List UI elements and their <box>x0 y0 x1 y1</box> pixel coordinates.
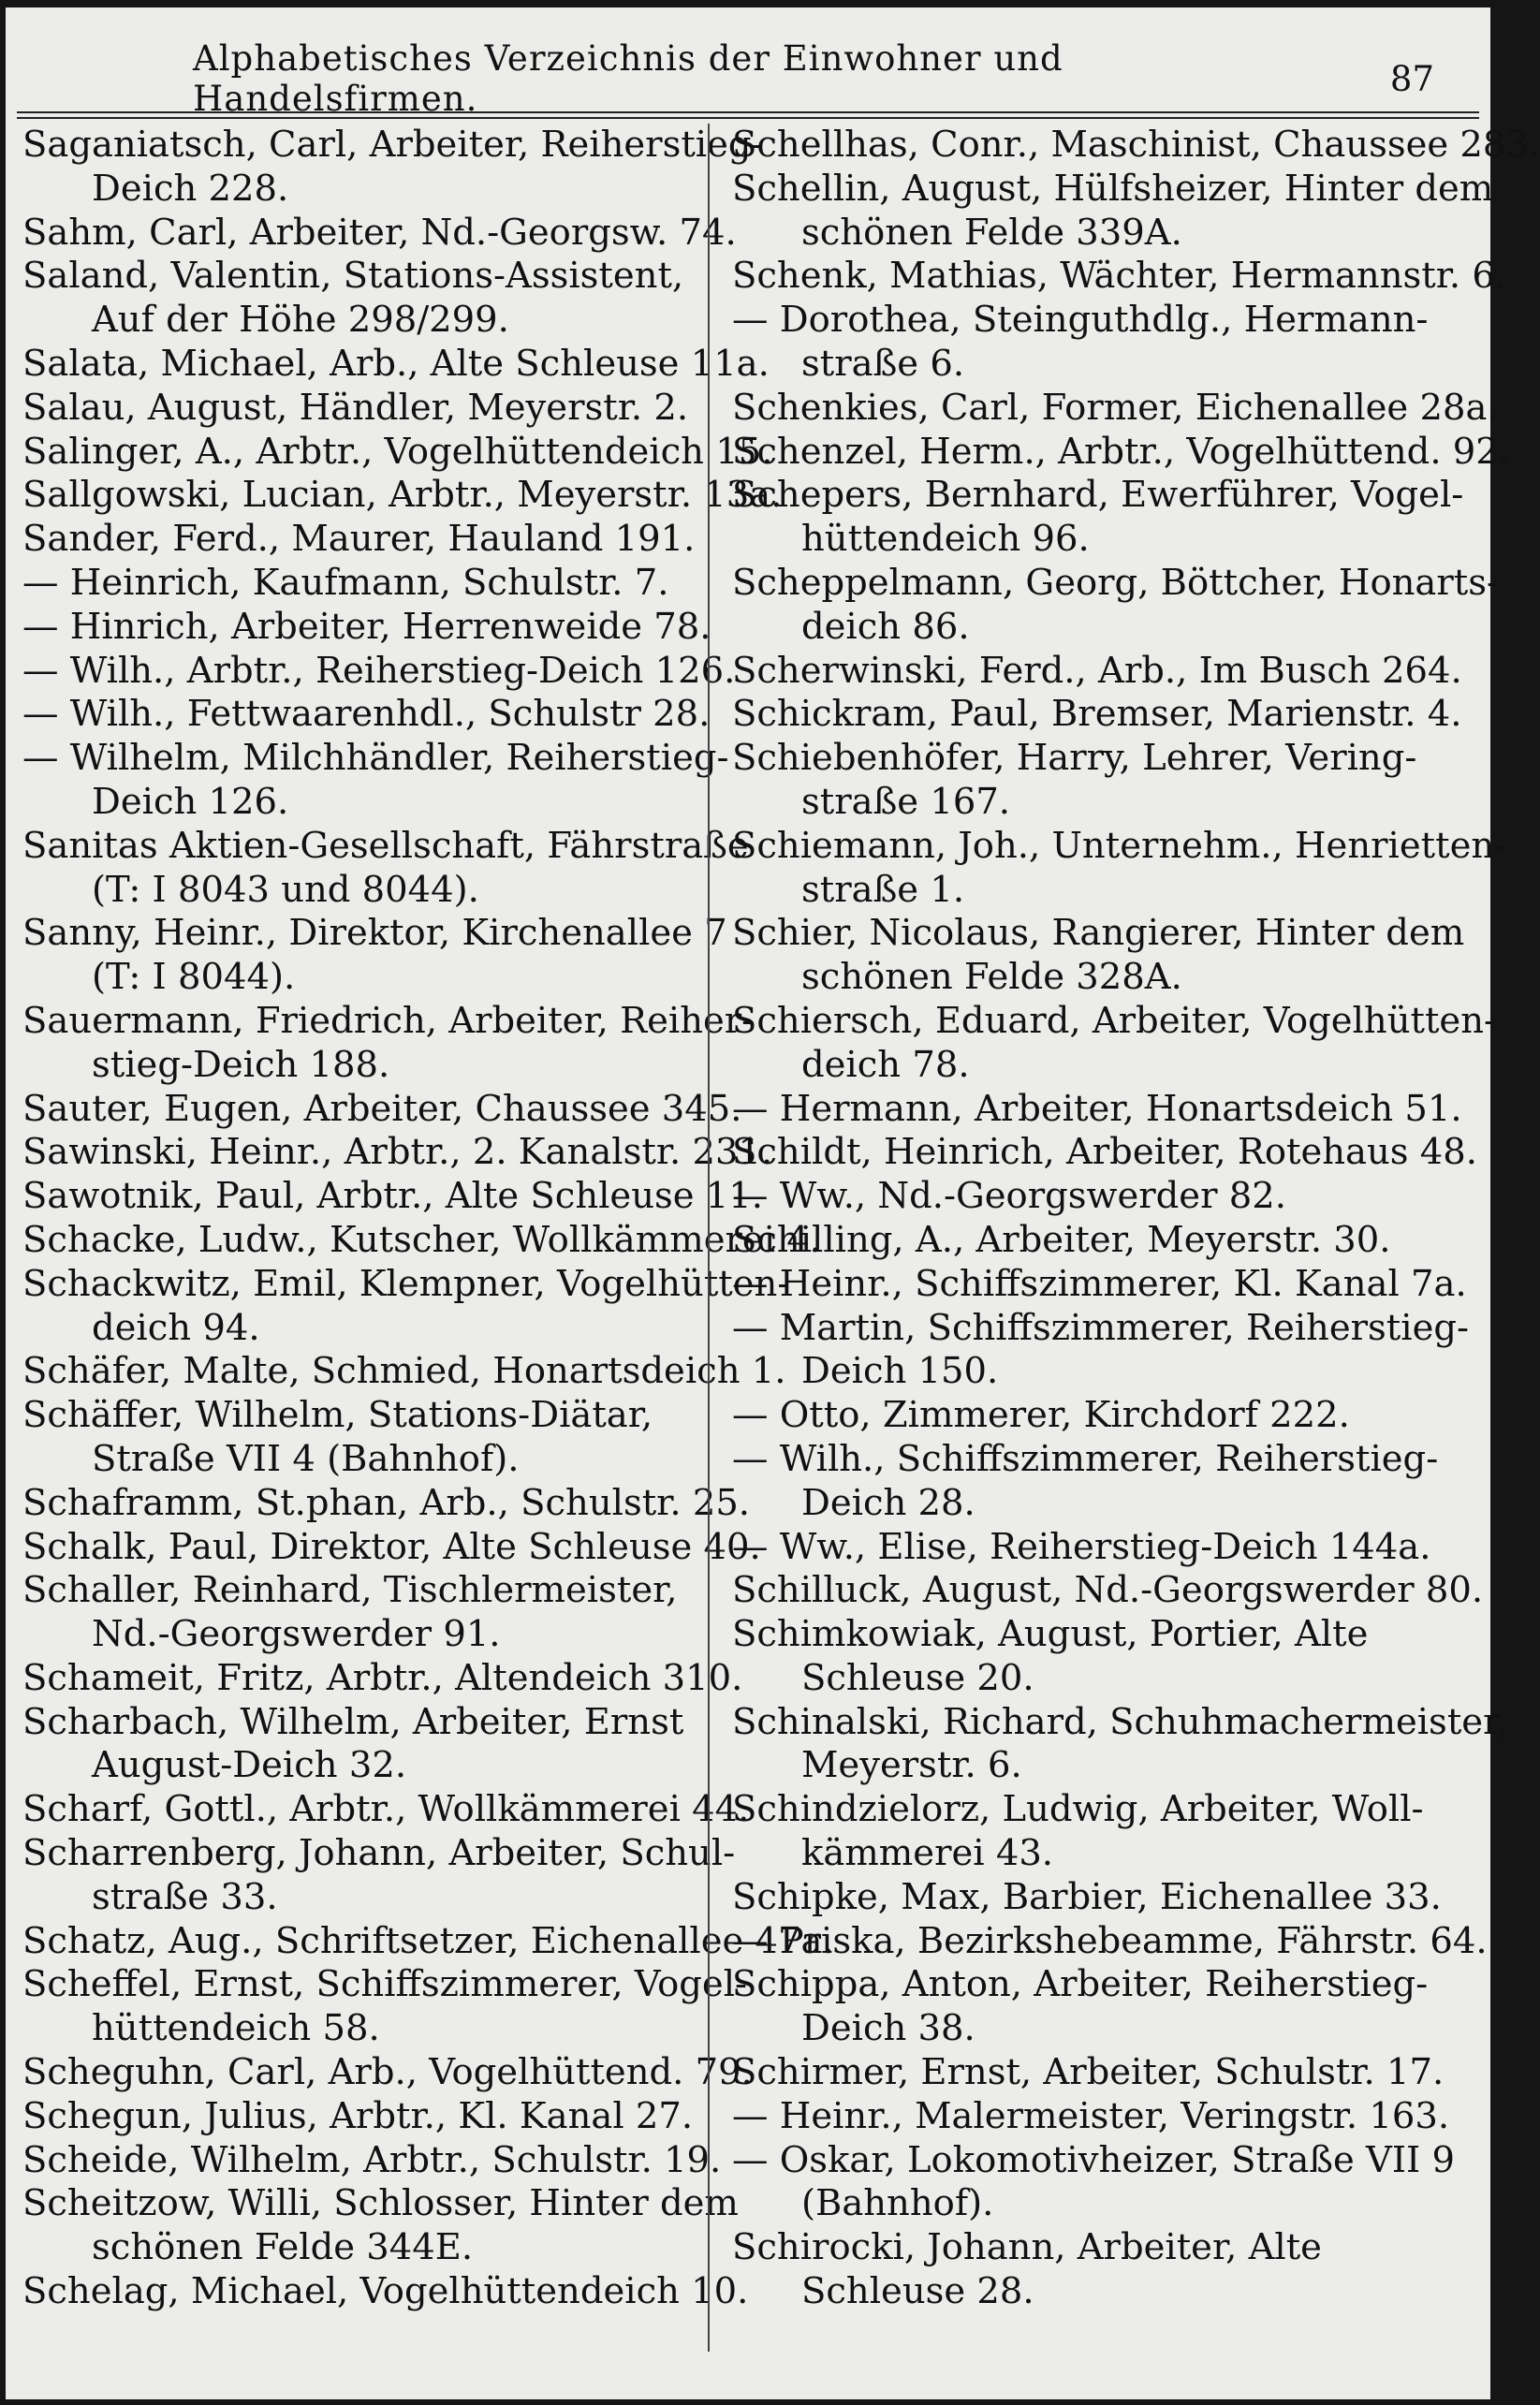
directory-entry <box>732 2138 1455 2227</box>
entry-line: Saganiatsch, Carl, Arbeiter, Reiherstieg- <box>22 124 764 166</box>
entry-line: Saland, Valentin, Stations-Assistent, <box>22 255 684 298</box>
entry-line: Schacke, Ludw., Kutscher, Wollkämmerei 4. <box>22 1218 821 1261</box>
entry-continuation-line: Deich 150. <box>801 1350 999 1393</box>
entry-line: — Oskar, Lokomotivheizer, Straße VII 9 <box>732 2138 1455 2181</box>
directory-entry <box>732 474 1464 562</box>
entry-line: — Priska, Bezirkshebeamme, Fährstr. 64. <box>732 1919 1488 1962</box>
entry-line: — Wilh., Schiffszimmerer, Reiherstieg- <box>732 1437 1439 1480</box>
entry-line: Schipke, Max, Barbier, Eichenallee 33. <box>732 1875 1442 1918</box>
directory-entry <box>22 1569 702 1657</box>
entry-line: Scheide, Wilhelm, Arbtr., Schulstr. 19. <box>22 2138 722 2181</box>
entry-line: Schepers, Bernhard, Ewerführer, Vogel- <box>732 474 1464 517</box>
header-rule-bottom <box>17 117 1479 119</box>
entry-continuation-line: stieg-Deich 188. <box>92 1043 390 1086</box>
directory-page <box>6 7 1540 2399</box>
directory-entry <box>22 1218 821 1263</box>
directory-entry <box>22 1701 702 1789</box>
entry-continuation-line: Nd.-Georgswerder 91. <box>92 1613 501 1656</box>
directory-entry <box>732 299 1429 387</box>
entry-line: Sauter, Eugen, Arbeiter, Chaussee 345. <box>22 1087 742 1130</box>
directory-entry <box>22 474 783 518</box>
entry-line: Schenk, Mathias, Wächter, Hermannstr. 6. <box>732 255 1507 298</box>
entry-line: Schickram, Paul, Bremser, Marienstr. 4. <box>732 693 1462 736</box>
entry-continuation-line: Deich 228. <box>92 167 289 210</box>
directory-entry <box>22 562 702 606</box>
entry-line: Scharf, Gottl., Arbtr., Wollkämmerei 44. <box>22 1788 750 1831</box>
directory-entry <box>22 518 702 562</box>
entry-line: — Martin, Schiffszimmerer, Reiherstieg- <box>732 1306 1470 1349</box>
directory-entry <box>732 2094 1450 2139</box>
entry-continuation-line: deich 78. <box>801 1043 970 1086</box>
directory-entry <box>22 1175 764 1219</box>
directory-entry <box>22 342 770 387</box>
directory-entry <box>732 1131 1478 1175</box>
directory-entry <box>22 1525 761 1570</box>
entry-continuation-line: straße 33. <box>92 1875 278 1918</box>
entry-line: Schalk, Paul, Direktor, Alte Schleuse 40. <box>22 1525 761 1568</box>
entry-line: Schiebenhöfer, Harry, Lehrer, Vering- <box>732 737 1417 780</box>
directory-entry <box>732 737 1417 825</box>
entry-continuation-line: straße 1. <box>801 868 965 911</box>
directory-entry <box>732 649 1462 694</box>
entry-continuation-line: Straße VII 4 (Bahnhof). <box>92 1437 520 1480</box>
entry-line: — Dorothea, Steinguthdlg., Hermann- <box>732 299 1429 342</box>
entry-line: — Heinr., Malermeister, Veringstr. 163. <box>732 2094 1450 2137</box>
directory-entry <box>732 1875 1442 1920</box>
entry-line: Schippa, Anton, Arbeiter, Reiherstieg- <box>732 1963 1429 2006</box>
entry-line: Schilling, A., Arbeiter, Meyerstr. 30. <box>732 1218 1391 1261</box>
directory-entry <box>22 912 727 1000</box>
entry-line: Sahm, Carl, Arbeiter, Nd.-Georgsw. 74. <box>22 211 737 254</box>
entry-continuation-line: kämmerei 43. <box>801 1832 1054 1875</box>
header-rule-top <box>17 111 1479 113</box>
entry-line: Schirmer, Ernst, Arbeiter, Schulstr. 17. <box>732 2051 1445 2094</box>
entry-line: Schirocki, Johann, Arbeiter, Alte <box>732 2226 1322 2269</box>
directory-entry <box>732 2226 1412 2314</box>
entry-line: Schegun, Julius, Arbtr., Kl. Kanal 27. <box>22 2094 694 2137</box>
entry-continuation-line: hüttendeich 96. <box>801 518 1090 561</box>
directory-entry <box>22 824 749 913</box>
entry-line: Schameit, Fritz, Arbtr., Altendeich 310. <box>22 1656 743 1699</box>
entry-continuation-line: August-Deich 32. <box>92 1744 407 1787</box>
directory-entry <box>732 1175 1412 1219</box>
directory-entry <box>22 737 729 825</box>
directory-entry <box>732 255 1507 299</box>
entry-line: — Wilhelm, Milchhändler, Reiherstieg- <box>22 737 729 780</box>
directory-entry <box>732 124 1540 168</box>
entry-line: Scheguhn, Carl, Arb., Vogelhüttend. 79. <box>22 2051 753 2094</box>
entry-continuation-line: schönen Felde 328A. <box>801 956 1182 999</box>
directory-entry <box>732 386 1499 431</box>
entry-line: Scheffel, Ernst, Schiffszimmerer, Vogel- <box>22 1963 748 2006</box>
directory-entry <box>732 1087 1462 1132</box>
entry-line: Schildt, Heinrich, Arbeiter, Rotehaus 48. <box>732 1131 1478 1174</box>
directory-entry <box>732 1262 1467 1307</box>
column-divider <box>708 124 710 2352</box>
directory-entry <box>22 1481 751 1526</box>
directory-entry <box>22 124 764 212</box>
directory-entry <box>732 1919 1488 1964</box>
entry-line: — Heinrich, Kaufmann, Schulstr. 7. <box>22 561 669 604</box>
entry-line: Salau, August, Händler, Meyerstr. 2. <box>22 386 689 429</box>
directory-entry <box>22 1963 748 2051</box>
directory-entry <box>732 1394 1412 1438</box>
directory-entry <box>732 824 1507 913</box>
entry-line: Schindzielorz, Ludwig, Arbeiter, Woll- <box>732 1788 1424 1831</box>
directory-entry <box>22 2051 753 2095</box>
directory-entry <box>22 430 773 475</box>
entry-line: Schaller, Reinhard, Tischlermeister, <box>22 1569 678 1612</box>
entry-continuation-line: Meyerstr. 6. <box>801 1744 1022 1787</box>
entry-continuation-line: deich 94. <box>92 1306 260 1349</box>
entry-line: Schinalski, Richard, Schuhmachermeister, <box>732 1700 1508 1743</box>
entry-line: Schier, Nicolaus, Rangierer, Hinter dem <box>732 912 1465 955</box>
entry-continuation-line: Schleuse 20. <box>801 1656 1034 1699</box>
directory-entry <box>732 167 1494 256</box>
directory-entry <box>732 2051 1445 2095</box>
directory-entry <box>22 693 711 737</box>
entry-line: — Ww., Nd.-Georgswerder 82. <box>732 1175 1286 1218</box>
directory-entry <box>22 387 702 431</box>
directory-entry <box>732 1569 1484 1613</box>
directory-entry <box>22 1919 834 1964</box>
directory-entry <box>732 1219 1412 1263</box>
directory-entry <box>22 2182 739 2270</box>
entry-continuation-line: Deich 126. <box>92 780 289 823</box>
entry-line: Schilluck, August, Nd.-Georgswerder 80. <box>732 1569 1484 1612</box>
page-header-title: Alphabetisches Verzeichnis der Einwohner und Handelsfirmen. <box>193 38 1063 119</box>
entry-continuation-line: Auf der Höhe 298/299. <box>92 299 509 342</box>
directory-entry <box>22 1131 773 1175</box>
entry-continuation-line: deich 86. <box>801 605 970 648</box>
entry-continuation-line: schönen Felde 344E. <box>92 2226 474 2269</box>
entry-line: Sallgowski, Lucian, Arbtr., Meyerstr. 13a. <box>22 474 783 517</box>
entry-line: Schellhas, Conr., Maschinist, Chaussee 283. <box>732 124 1540 166</box>
directory-entry <box>732 912 1465 1000</box>
entry-line: Scharrenberg, Johann, Arbeiter, Schul- <box>22 1832 736 1875</box>
entry-line: Schäfer, Malte, Schmied, Honartsdeich 1. <box>22 1350 786 1393</box>
entry-continuation-line: (T: I 8043 und 8044). <box>92 868 479 911</box>
entry-line: Scheitzow, Willi, Schlosser, Hinter dem <box>22 2182 739 2225</box>
directory-entry <box>732 1788 1424 1876</box>
entry-line: — Hermann, Arbeiter, Honartsdeich 51. <box>732 1087 1462 1130</box>
entry-line: Schiemann, Joh., Unternehm., Henrietten- <box>732 824 1507 867</box>
entry-line: Schelag, Michael, Vogelhüttendeich 10. <box>22 2270 749 2313</box>
directory-entry <box>22 605 711 650</box>
entry-line: Sawotnik, Paul, Arbtr., Alte Schleuse 11. <box>22 1175 764 1218</box>
entry-line: Scheppelmann, Georg, Böttcher, Honarts- <box>732 561 1500 604</box>
entry-line: Schaframm, St.phan, Arb., Schulstr. 25. <box>22 1481 751 1524</box>
directory-entry <box>22 2095 702 2139</box>
directory-entry <box>22 2270 749 2314</box>
entry-continuation-line: straße 167. <box>801 780 1011 823</box>
entry-continuation-line: hüttendeich 58. <box>92 2007 380 2050</box>
entry-continuation-line: (Bahnhof). <box>801 2182 994 2225</box>
entry-continuation-line: Deich 38. <box>801 2007 975 2050</box>
left-column <box>22 124 834 2314</box>
entry-line: Sanny, Heinr., Direktor, Kirchenallee 7 <box>22 912 727 955</box>
directory-entry <box>22 1262 790 1351</box>
right-column <box>732 124 1540 2314</box>
directory-entry <box>732 1613 1412 1701</box>
entry-line: Schatz, Aug., Schriftsetzer, Eichenallee 47a. <box>22 1919 834 1962</box>
page-number: 87 <box>1389 58 1434 99</box>
directory-entry <box>732 693 1462 737</box>
entry-line: — Ww., Elise, Reiherstieg-Deich 144a. <box>732 1525 1431 1568</box>
entry-line: — Wilh., Arbtr., Reiherstieg-Deich 126. <box>22 649 736 692</box>
directory-entry <box>732 561 1500 650</box>
entry-continuation-line: Deich 28. <box>801 1481 975 1524</box>
entry-continuation-line: Schleuse 28. <box>801 2270 1034 2313</box>
entry-line: Sander, Ferd., Maurer, Hauland 191. <box>22 518 696 561</box>
entry-line: Scharbach, Wilhelm, Arbeiter, Ernst <box>22 1700 684 1743</box>
entry-line: — Wilh., Fettwaarenhdl., Schulstr 28. <box>22 693 711 736</box>
directory-entry <box>22 649 736 694</box>
entry-continuation-line: straße 6. <box>801 342 965 385</box>
entry-line: Schackwitz, Emil, Klempner, Vogelhütten- <box>22 1262 790 1305</box>
entry-line: Sauermann, Friedrich, Arbeiter, Reiher- <box>22 999 755 1042</box>
entry-line: — Hinrich, Arbeiter, Herrenweide 78. <box>22 605 711 648</box>
entry-line: Salata, Michael, Arb., Alte Schleuse 11a. <box>22 342 770 385</box>
directory-entry <box>22 1087 742 1132</box>
entry-line: — Otto, Zimmerer, Kirchdorf 222. <box>732 1394 1350 1437</box>
directory-entry <box>22 255 702 343</box>
entry-line: Sanitas Aktien-Gesellschaft, Fährstraße <box>22 824 749 867</box>
directory-entry <box>732 999 1497 1088</box>
entry-continuation-line: (T: I 8044). <box>92 956 296 999</box>
directory-entry <box>732 1306 1470 1395</box>
directory-entry <box>22 1656 743 1701</box>
directory-entry <box>732 1700 1508 1789</box>
directory-entry <box>732 1437 1439 1526</box>
directory-entry <box>22 2138 722 2183</box>
entry-line: Schäffer, Wilhelm, Stations-Diätar, <box>22 1394 653 1437</box>
directory-entry <box>732 1963 1429 2051</box>
directory-entry <box>22 1394 702 1482</box>
entry-line: Schimkowiak, August, Portier, Alte <box>732 1613 1369 1656</box>
entry-line: Salinger, A., Arbtr., Vogelhüttendeich 15. <box>22 430 773 473</box>
directory-entry <box>732 1525 1431 1570</box>
directory-entry <box>22 1788 750 1832</box>
directory-entry <box>22 1832 736 1920</box>
directory-entry <box>22 999 755 1088</box>
entry-continuation-line: schönen Felde 339A. <box>801 211 1182 254</box>
entry-line: — Heinr., Schiffszimmerer, Kl. Kanal 7a. <box>732 1262 1467 1305</box>
entry-line: Schenzel, Herm., Arbtr., Vogelhüttend. 92. <box>732 430 1511 473</box>
entry-line: Scherwinski, Ferd., Arb., Im Busch 264. <box>732 649 1462 692</box>
entry-line: Schiersch, Eduard, Arbeiter, Vogelhütten- <box>732 999 1497 1042</box>
directory-entry <box>22 1350 786 1394</box>
entry-line: Sawinski, Heinr., Arbtr., 2. Kanalstr. 231. <box>22 1131 773 1174</box>
directory-entry <box>732 430 1511 475</box>
directory-entry <box>22 211 737 256</box>
entry-line: Schenkies, Carl, Former, Eichenallee 28a. <box>732 386 1499 429</box>
entry-line: Schellin, August, Hülfsheizer, Hinter dem <box>732 167 1494 210</box>
